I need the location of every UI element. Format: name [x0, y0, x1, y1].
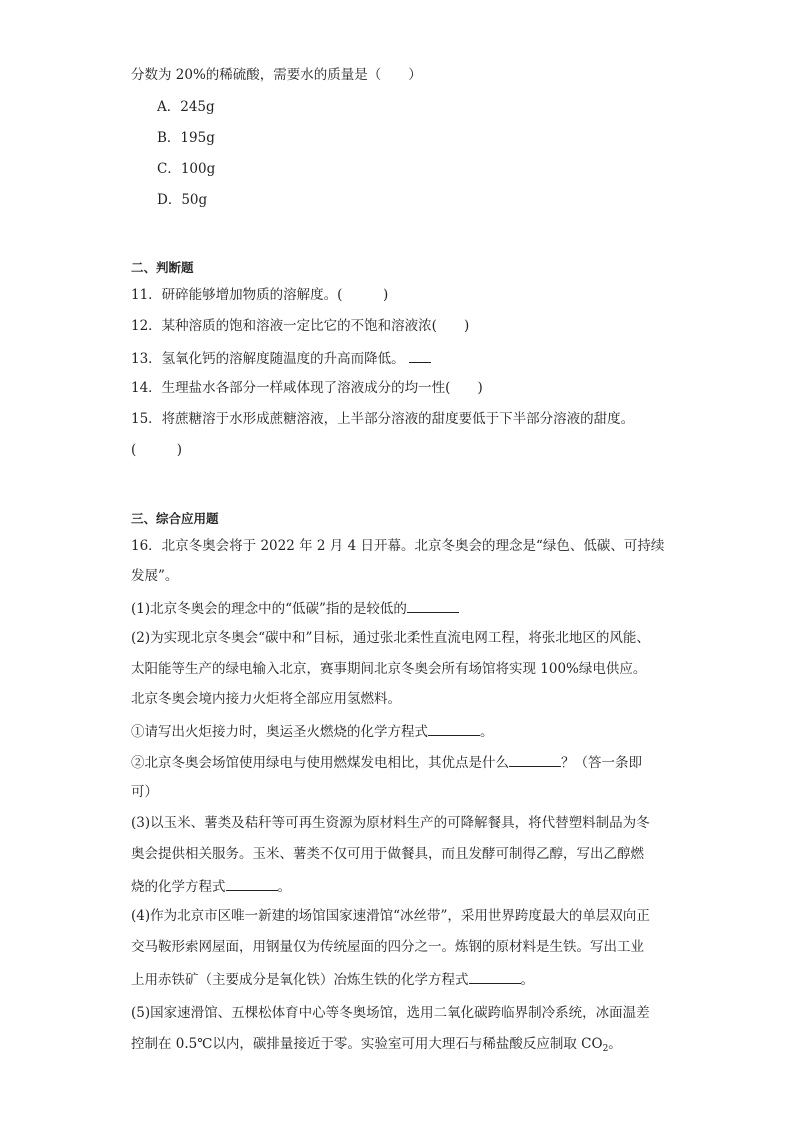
- part-3-end: 。: [277, 879, 291, 895]
- q10-option-a: A．245g: [157, 99, 215, 115]
- part-2-line3: 北京冬奥会境内接力火炬将全部应用氢燃料。: [131, 691, 401, 707]
- part-5-line2: [131, 1035, 622, 1058]
- question-13: [131, 348, 431, 368]
- question-16-intro-line2: 发展”。: [131, 568, 179, 584]
- part-5-text: 控制在 0.5℃以内，碳排量接近于零。实验室可用大理石与稀盐酸反应制取 CO: [131, 1036, 603, 1052]
- part-5-end: 。: [608, 1036, 622, 1052]
- part-2b-line2: 可）: [131, 784, 158, 800]
- q10-option-c: C．100g: [157, 161, 216, 177]
- question-13-text: 13．氢氧化钙的溶解度随温度的升高而降低。: [131, 351, 405, 367]
- part-3-line1: (3)以玉米、薯类及秸秆等可再生资源为原材料生产的可降解餐具，将代替塑料制品为冬: [131, 815, 650, 831]
- part-3-line3: [131, 876, 291, 896]
- part-4-line1: (4)作为北京市区唯一新建的场馆国家速滑馆“冰丝带”，采用世界跨度最大的单层双向正: [131, 908, 650, 924]
- part-2a: [131, 721, 494, 741]
- part-1: [131, 598, 459, 618]
- part-4-line3: [131, 969, 534, 989]
- question-12: 12．某种溶质的饱和溶液一定比它的不饱和溶液浓( ): [131, 318, 470, 334]
- q10-option-b: B．195g: [157, 130, 215, 146]
- part-4-line2: 交马鞍形索网屋面，用钢量仅为传统屋面的四分之一。炼钢的原材料是生铁。写出工业: [131, 939, 644, 955]
- section-2-heading: 二、判断题: [131, 260, 194, 275]
- answer-blank: [509, 752, 561, 767]
- subscript-2: 2: [602, 1044, 609, 1054]
- part-1-text: (1)北京冬奥会的理念中的“低碳”指的是较低的: [131, 601, 407, 617]
- part-5-line1: (5)国家速滑馆、五棵松体育中心等冬奥场馆，选用二氧化碳跨临界制冷系统，冰面温差: [131, 1005, 650, 1021]
- part-2a-text: ①请写出火炬接力时，奥运圣火燃烧的化学方程式: [131, 724, 428, 740]
- part-4-text: 上用赤铁矿（主要成分是氧化铁）冶炼生铁的化学方程式: [131, 972, 469, 988]
- part-3-line2: 奥会提供相关服务。玉米、薯类不仅可用于做餐具，而且发酵可制得乙醇，写出乙醇燃: [131, 846, 644, 862]
- part-2b-end: ？（答一条即: [561, 755, 642, 771]
- part-3-text: 烧的化学方程式: [131, 879, 226, 895]
- part-2a-end: 。: [480, 724, 494, 740]
- answer-blank: [409, 348, 431, 363]
- answer-blank: [226, 876, 278, 891]
- answer-blank: [407, 598, 459, 613]
- q10-stem-tail: 分数为 20%的稀硫酸，需要水的质量是（ ）: [131, 67, 422, 83]
- answer-blank: [428, 721, 480, 736]
- question-11: 11．研碎能够增加物质的溶解度。( ): [131, 287, 389, 303]
- part-4-end: 。: [520, 972, 534, 988]
- part-2b-text: ②北京冬奥会场馆使用绿电与使用燃煤发电相比，其优点是什么: [131, 755, 509, 771]
- question-15: 15．将蔗糖溶于水形成蔗糖溶液，上半部分溶液的甜度要低于下半部分溶液的甜度。: [131, 411, 635, 427]
- part-2-line1: (2)为实现北京冬奥会“碳中和”目标，通过张北柔性直流电网工程，将张北地区的风能、: [131, 630, 650, 646]
- question-16-intro-line1: 16．北京冬奥会将于 2022 年 2 月 4 日开幕。北京冬奥会的理念是“绿色、低碳、可持续: [131, 538, 665, 554]
- question-14: 14．生理盐水各部分一样咸体现了溶液成分的均一性( ): [131, 380, 483, 396]
- part-2-line2: 太阳能等生产的绿电输入北京，赛事期间北京冬奥会所有场馆将实现 100%绿电供应。: [131, 661, 647, 677]
- answer-blank: [469, 969, 521, 984]
- question-15-paren: ( ): [131, 442, 183, 458]
- section-3-heading: 三、综合应用题: [131, 511, 219, 526]
- part-2b: [131, 752, 642, 772]
- q10-option-d: D．50g: [157, 192, 208, 208]
